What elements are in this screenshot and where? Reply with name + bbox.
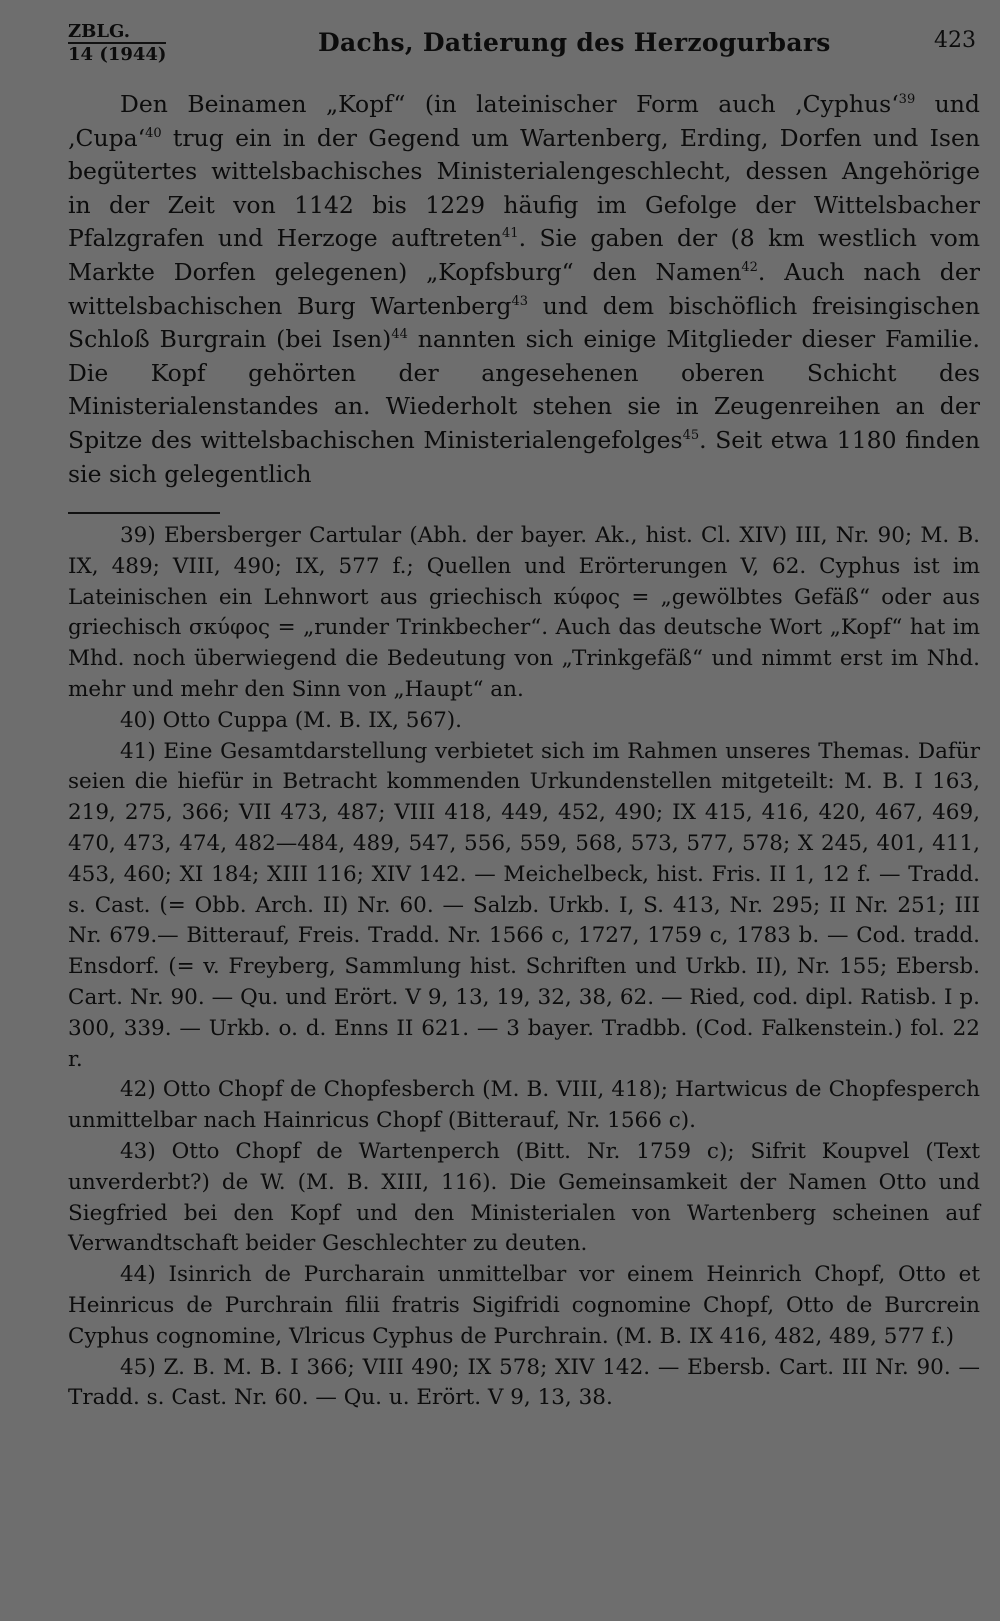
journal-name: ZBLG. xyxy=(68,21,131,42)
footnote-45 xyxy=(68,1353,980,1415)
footnote-text: Otto Cuppa (M. B. IX, 567). xyxy=(162,707,463,733)
footnote-text: Ebersberger Cartular (Abh. der bayer. Ak., hist. Cl. XIV) III, Nr. 90; M. B. IX, 489; VIII, 490; IX, 577 f.; Quellen und Erörterungen V, 62. Cyphus ist im Lateinischen ein Lehnwort aus griechisch κύφος = „gewölbtes Gefäß“ oder aus griechisch σκύφος = „runder Trinkbecher“. Auch das deutsche Wort „Kopf“ hat im Mhd. noch überwiegend die Bedeutung von „Trinkgefäß“ und nimmt erst im Nhd. mehr und mehr den Sinn von „Haupt“ an. xyxy=(68,523,980,702)
footnote-ref-39: 39 xyxy=(898,92,916,108)
footnote-number: 39) xyxy=(120,523,156,548)
footnote-40 xyxy=(68,706,980,737)
main-text xyxy=(68,88,980,491)
footnote-text: Otto Chopf de Chopfesberch (M. B. VIII, 418); Hartwicus de Chopfesperch unmittelbar nach Hainricus Chopf (Bitterauf, Nr. 1566 c). xyxy=(68,1077,980,1134)
journal-volume: 14 (1944) xyxy=(68,44,167,65)
footnote-ref-41: 41 xyxy=(502,226,519,242)
journal-abbreviation xyxy=(68,22,166,65)
footnote-ref-43: 43 xyxy=(511,293,528,309)
footnote-number: 42) xyxy=(120,1077,156,1103)
footnote-41 xyxy=(68,737,980,1076)
footnote-separator xyxy=(68,512,220,514)
footnote-text: Otto Chopf de Wartenperch (Bitt. Nr. 1759 c); Sifrit Koupvel (Text unverderbt?) de W. (M. B. XIII, 116). Die Gemeinsamkeit der Namen Otto und Siegfried bei den Kopf und den Ministerialen von Wartenberg scheinen auf Verwandtschaft beider Geschlechter zu deuten. xyxy=(68,1138,980,1257)
footnote-ref-45: 45 xyxy=(682,428,700,444)
text-run: . Seit etwa 1180 finden sie sich gelegentlich xyxy=(68,425,981,488)
page-number: 423 xyxy=(934,28,976,53)
text-run: trug ein in der Gegend um Wartenberg, Erding, Dorfen und Isen begütertes wittelsbachisches Ministerialengeschlecht, dessen Angehörige in der Zeit von 1142 bis 1229 häufig im Gefolge der Wittelsbacher Pfalzgrafen und Herzoge auftreten xyxy=(68,123,980,253)
text-run: und dem bischöflich freisingischen Schloß Burgrain (bei Isen) xyxy=(68,291,980,354)
footnote-number: 44) xyxy=(120,1262,156,1288)
text-run: . Sie gaben der (8 km westlich vom Markte Dorfen gelegenen) „Kopfsburg“ den Namen xyxy=(68,224,980,286)
footnotes xyxy=(68,521,980,1414)
text-run: Den Beinamen „Kopf“ (in lateinischer Form auch ‚Cyphus‘ xyxy=(120,90,899,118)
footnote-number: 45) xyxy=(120,1354,156,1380)
footnote-text: Z. B. M. B. I 366; VIII 490; IX 578; XIV 142. — Ebersb. Cart. III Nr. 90. — Tradd. s. Cast. Nr. 60. — Qu. u. Erört. V 9, 13, 38. xyxy=(68,1354,980,1411)
running-title: Dachs, Datierung des Herzogurbars xyxy=(318,28,831,57)
footnote-text: Eine Gesamtdarstellung verbietet sich im Rahmen unseres Themas. Dafür seien die hiefür in Betracht kommenden Urkundenstellen mitgeteilt: M. B. I 163, 219, 275, 366; VII 473, 487; VIII 418, 449, 452, 490; IX 415, 416, 420, 467, 469, 470, 473, 474, 482—484, 489, 547, 556, 559, 568, 573, 577, 578; X 245, 401, 411, 453, 460; XI 184; XIII 116; XIV 142. — Meichelbeck, hist. Fris. II 1, 12 f. — Tradd. s. Cast. (= Obb. Arch. II) Nr. 60. — Salzb. Urkb. I, S. 413, Nr. 295; II Nr. 251; III Nr. 679.— Bitterauf, Freis. Tradd. Nr. 1566 c, 1727, 1759 c, 1783 b. — Cod. tradd. Ensdorf. (= v. Freyberg, Sammlung hist. Schriften und Urkb. II), Nr. 155; Ebersb. Cart. Nr. 90. — Qu. und Erört. V 9, 13, 19, 32, 38, 62. — Ried, cod. dipl. Ratisb. I p. 300, 339. — Urkb. o. d. Enns II 621. — 3 bayer. Tradbb. (Cod. Falkenstein.) fol. 22 r. xyxy=(68,738,981,1072)
text-run: und ‚Cupa‘ xyxy=(68,90,980,152)
footnote-42 xyxy=(68,1075,980,1137)
footnote-number: 40) xyxy=(120,707,156,733)
text-run: nannten sich einige Mitglieder dieser Familie. Die Kopf gehörten der angesehenen oberen Schicht des Ministerialenstandes an. Wiederholt stehen sie in Zeugenreihen an der Spitze des wittelsbachischen Ministerialengefolges xyxy=(68,325,981,454)
footnote-39 xyxy=(68,521,980,706)
body-paragraph xyxy=(68,88,980,491)
page-header xyxy=(68,20,976,65)
footnote-ref-40: 40 xyxy=(145,125,162,141)
footnote-ref-44: 44 xyxy=(391,327,408,343)
footnote-43 xyxy=(68,1137,980,1260)
footnote-44 xyxy=(68,1260,980,1352)
footnote-text: Isinrich de Purcharain unmittelbar vor einem Heinrich Chopf, Otto et Heinricus de Purchrain filii fratris Sigifridi cognomine Chopf, Otto de Burcrein Cyphus cognomine, Vlricus Cyphus de Purchrain. (M. B. IX 416, 482, 489, 577 f.) xyxy=(68,1262,980,1349)
footnote-ref-42: 42 xyxy=(741,260,758,276)
footnote-number: 41) xyxy=(120,738,156,764)
text-run: . Auch nach der wittelsbachischen Burg Wartenberg xyxy=(68,257,980,320)
footnote-number: 43) xyxy=(120,1138,156,1164)
